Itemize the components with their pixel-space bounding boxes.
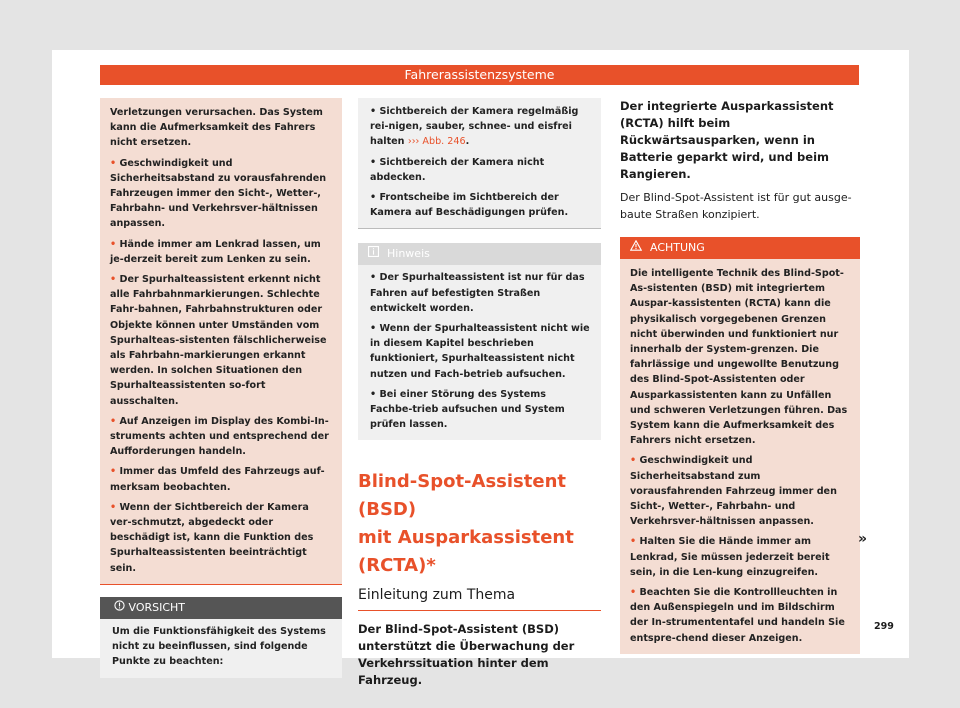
bullet-dot-icon: • xyxy=(630,587,640,599)
bullet-dot-icon: • xyxy=(110,415,120,427)
bullet-dot-icon: • xyxy=(370,323,380,335)
warning-intro-text: Verletzungen verursachen. Das System kann die Aufmerksamkeit des Fahrers nicht ersetzen. xyxy=(110,107,323,149)
warning-bullet: • Geschwindigkeit und Sicherheitsabstand zum vorausfahrenden Fahrzeug immer den Sicht-, Wetter-, Fahrbahn- und Verkehrsver-hältnissen anpassen. xyxy=(630,455,837,528)
caution-bullet: • Sichtbereich der Kamera nicht abdecken. xyxy=(370,156,545,183)
info-icon xyxy=(368,243,379,265)
bullet-dot-icon: • xyxy=(630,455,640,467)
warning-bullet: • Geschwindigkeit und Sicherheitsabstand zu vorausfahrenden Fahrzeugen immer den Sicht-, Wetter-, Fahrbahn- und Verkehrsver-hältnissen anpassen. xyxy=(110,157,327,230)
bsd-info-paragraph: Der Blind-Spot-Assistent ist für gut ausge-baute Straßen konzipiert. xyxy=(620,191,852,221)
bullet-dot-icon: • xyxy=(110,501,120,513)
bullet-dot-icon: • xyxy=(110,157,120,169)
caution-continued-box xyxy=(358,98,601,229)
header-title: Fahrerassistenzsysteme xyxy=(404,67,555,82)
bullet-dot-icon: • xyxy=(370,156,380,168)
caution-bullet: • Frontscheibe im Sichtbereich der Kamera auf Beschädigungen prüfen. xyxy=(370,192,569,219)
caution-header xyxy=(100,597,342,619)
note-body xyxy=(358,265,601,440)
warning-bullet: • Der Spurhalteassistent erkennt nicht alle Fahrbahnmarkierungen. Schlechte Fahr-bahnen, Fahrbahnstrukturen oder Objekte können unter Umständen vom Spurhalteas-sistenten fälschlicherweise als Fahrbahn-markierungen erkannt werden. In solchen Situationen den Spurhalteassistenten so-fort ausschalten. xyxy=(110,274,327,407)
warning-title: ACHTUNG xyxy=(650,241,705,254)
warning-bullet: • Auf Anzeigen im Display des Kombi-In-struments achten und entsprechend der Aufforderungen handeln. xyxy=(110,415,329,458)
note-bullet: • Bei einer Störung des Systems Fachbe-trieb aufsuchen und System prüfen lassen. xyxy=(370,388,565,431)
warning-bullet: • Immer das Umfeld des Fahrzeugs auf-merksam beobachten. xyxy=(110,466,325,493)
exclamation-circle-icon xyxy=(114,601,129,614)
bullet-dot-icon: • xyxy=(630,536,640,548)
subsection-title: Einleitung zum Thema xyxy=(358,587,516,604)
note-header xyxy=(358,243,601,265)
note-bullet: • Wenn der Spurhalteassistent nicht wie in diesem Kapitel beschrieben funktioniert, Spurhalteassistent nicht nutzen und Fach-betrieb aufsuchen. xyxy=(370,323,590,380)
note-bullet: • Der Spurhalteassistent ist nur für das Fahren auf befestigten Straßen entwickelt worden. xyxy=(370,272,585,314)
caution-body xyxy=(100,619,342,678)
column-3 xyxy=(620,98,860,654)
warning-text: Die intelligente Technik des Blind-Spot-As-sistenten (BSD) mit integriertem Auspar-kassistenten (RCTA) kann die physikalisch vorgegebenen Grenzen nicht überwinden und funktioniert nur innerhalb der System-grenzen. Die fahrlässige und ungewollte Benutzung des Blind-Spot-Assistenten oder Ausparkassistenten kann zu Unfällen und schweren Verletzungen führen. Das System kann die Aufmerksamkeit des Fahrers nicht ersetzen. xyxy=(630,268,848,447)
caution-title: VORSICHT xyxy=(128,600,186,614)
caution-bullet: • Sichtbereich der Kamera regelmäßig rei-nigen, sauber, schnee- und eisfrei halten ››› Abb. 246. xyxy=(370,106,579,148)
bullet-dot-icon: • xyxy=(370,192,380,204)
figure-reference-link[interactable]: ››› Abb. 246 xyxy=(407,136,466,148)
warning-bullet: • Wenn der Sichtbereich der Kamera ver-schmutzt, abgedeckt oder beschädigt ist, kann die Funktion des Spurhalteassistenten beeinträchtigt sein. xyxy=(110,501,314,574)
column-2 xyxy=(358,98,601,689)
warning-bullet: • Hände immer am Lenkrad lassen, um je-derzeit bereit zum Lenken zu sein. xyxy=(110,238,321,265)
bullet-dot-icon: • xyxy=(110,466,120,478)
warning-triangle-icon xyxy=(630,237,642,259)
bullet-dot-icon: • xyxy=(370,106,380,117)
caution-text: Um die Funktionsfähigkeit des Systems nicht zu beeinflussen, sind folgende Punkte zu beachten: xyxy=(112,625,326,668)
page-number: 299 xyxy=(874,621,894,632)
bullet-dot-icon: • xyxy=(110,238,120,250)
warning-continued-box xyxy=(100,98,342,585)
note-box xyxy=(358,243,601,440)
note-title: Hinweis xyxy=(387,247,430,261)
bullet-dot-icon: • xyxy=(370,272,380,284)
subsection-divider xyxy=(358,610,601,611)
column-1 xyxy=(100,98,342,678)
section-title: Blind-Spot-Assistent (BSD) mit Ausparkassistent (RCTA)* xyxy=(358,471,574,577)
warning-body xyxy=(620,259,860,654)
warning-bullet: • Halten Sie die Hände immer am Lenkrad, Sie müssen jederzeit bereit sein, in die Len-kung einzugreifen. xyxy=(630,536,830,578)
bullet-dot-icon: • xyxy=(370,388,380,400)
warning-bullet: • Beachten Sie die Kontrollleuchten in den Außenspiegeln und im Bildschirm der In-strumententafel und handeln Sie entspre-chend dieser Anzeigen. xyxy=(630,587,845,644)
caution-box xyxy=(100,597,342,678)
section-heading-block xyxy=(358,468,601,689)
bullet-dot-icon: • xyxy=(110,274,120,286)
warning-box xyxy=(620,237,860,654)
continued-marker: » xyxy=(858,531,868,547)
intro-paragraph: Der Blind-Spot-Assistent (BSD) unterstützt die Überwachung der Verkehrssituation hinter dem Fahrzeug. xyxy=(358,622,575,688)
page-header xyxy=(100,65,859,85)
warning-header xyxy=(620,237,860,259)
rcta-heading-paragraph: Der integrierte Ausparkassistent (RCTA) hilft beim Rückwärtsausparken, wenn in Batterie geparkt wird, und beim Rangieren. xyxy=(620,99,834,181)
